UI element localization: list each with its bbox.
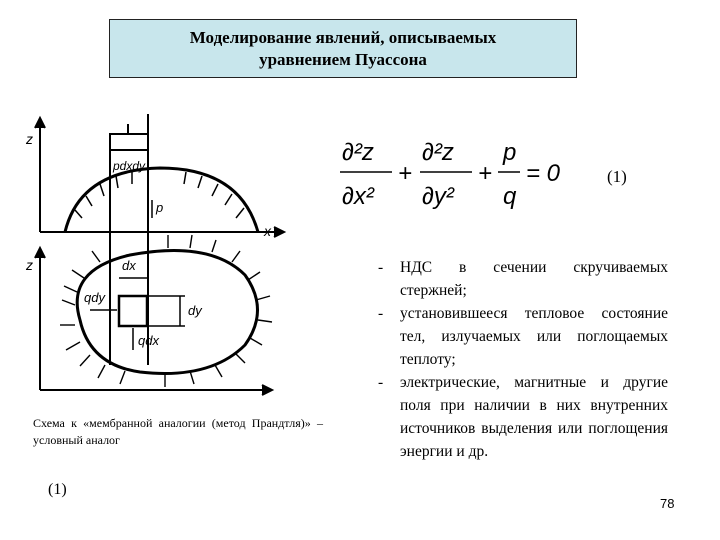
section-contour [77, 251, 257, 374]
slide-title [109, 19, 577, 78]
top-axes [35, 118, 284, 237]
poisson-equation [338, 128, 578, 220]
page-number: 78 [660, 496, 675, 511]
eq-den1: ∂x² [342, 183, 374, 210]
title-line-2: уравнением Пуассона [259, 49, 427, 69]
eq-den2: ∂y² [422, 183, 454, 210]
title-line-1: Моделирование явлений, описываемых [189, 27, 497, 47]
label-dx: dx [122, 258, 136, 273]
applications-list [378, 256, 668, 463]
list-item: - установившееся тепловое состояние тел, излучаемых или поглощаемых теплоту; [378, 305, 668, 368]
membrane-analogy-figure [20, 110, 295, 405]
eq-num2: ∂²z [422, 139, 454, 166]
label-p: p [156, 200, 164, 215]
label-qdx: qdx [138, 333, 159, 348]
figure-caption: Схема к «мембранной аналогии (метод Прандтля)» – условный аналог [33, 416, 323, 447]
figure-number: (1) [48, 481, 67, 498]
eq-equals: = 0 [526, 160, 561, 187]
label-dy: dy [188, 303, 202, 318]
label-pdxdy: pdxdy [113, 159, 146, 173]
label-x: x [264, 223, 271, 239]
eq-den3: q [503, 183, 517, 210]
pdxdy-column [110, 114, 148, 365]
eq-num1: ∂²z [342, 139, 374, 166]
eq-num3: p [503, 139, 517, 166]
eq-plus2: + [478, 160, 493, 187]
contour-hatching [60, 235, 272, 387]
eq-plus1: + [398, 160, 413, 187]
element-square [119, 296, 147, 326]
label-z-top: z [26, 131, 33, 147]
list-item: - НДС в сечении скручиваемых стержней; [378, 259, 668, 299]
equation-number: (1) [607, 167, 627, 186]
label-qdy: qdy [84, 290, 105, 305]
list-item: - электрические, магнитные и другие поля при наличии в них внутренних источников выделения или поглощения энергии и др. [378, 374, 668, 460]
label-z-bottom: z [26, 257, 33, 273]
